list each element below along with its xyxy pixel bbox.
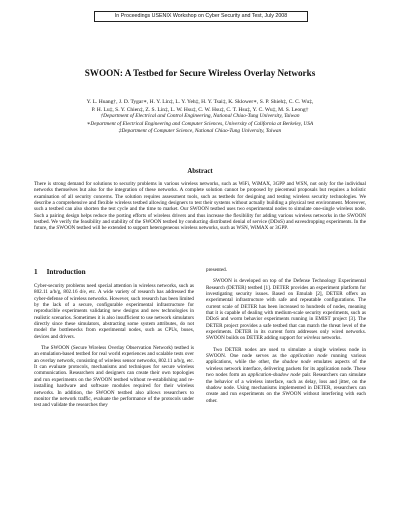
paragraph-4-term-node-pair: application-shadow node (247, 372, 301, 379)
paragraph-3-emphasis: wireless (303, 335, 321, 342)
intro-paragraph-3 (206, 278, 366, 341)
affiliation-1: †Department of Electrical and Control Engineering, National Chiao-Tung University, Taiwan (100, 113, 300, 119)
section-title: Introduction (46, 268, 86, 276)
proceedings-banner: In Proceedings USENIX Workshop on Cyber Security and Test, July 2008 (94, 11, 308, 22)
paragraph-4-term-shadow-node: shadow node (282, 359, 311, 366)
intro-paragraph-1: Cyber-security problems need special attention in wireless networks, such as 802.11 a/b/g, 802.16 d/e, etc. A wide variety of research has addressed the cyber-defense of wireless networks. However, such research has been limited by the lack of a secure, configurable experimental infrastructure for reproducible experiments validating new designs and new technologies in realistic scenarios. Sometimes it is also insufficient to use network simulators directly since these simulators, abstracting some system attributes, do not model the bottlenecks from experimental nodes, such as CPUs, buses, devices and drivers. (34, 283, 194, 340)
intro-paragraph-2: The SWOON (Secure Wireless Overlay Observation Network) testbed is an emulation-based testbed for real world experiences and scalable tests over an overlay network, consisting of wireless sensor networks, 802.11 a/b/g, etc. It can evaluate protocols, mechanisms and techniques for secure wireless communication. Researchers and designers can create their own topologies and run experiments on the SWOON testbed without re-establishing and re-installing hardware and software modules required for their wireless networks. In addition, the SWOON testbed also allows researchers to monitor the network traffic, evaluate the performance of the protocols under test and validate the researches they (34, 345, 194, 409)
paragraph-4-part-c: emulates aspects of the wireless network interface, delivering packets for its application node. These two nodes form an (206, 359, 366, 379)
authors-line-2: P. H. Lu‡, S. Y. Chien‡, Z. S. Lin‡, L. W. Hsu‡, C. W. Hsu‡, C. T. Hsu‡, Y. C. Wu‡, M. S. Leong† (91, 107, 309, 113)
affiliation-list (20, 113, 380, 136)
left-column (34, 283, 194, 414)
affiliation-3: ‡Department of Computer Science, National Chiao-Tung University, Taiwan (118, 128, 282, 135)
paper-title: SWOON: A Testbed for Secure Wireless Overlay Networks (84, 68, 316, 78)
right-column (206, 267, 366, 409)
affiliation-2: ∗Department of Electrical Engineering and Computer Sciences, University of California at Berkeley, USA (86, 120, 314, 127)
section-heading (34, 268, 86, 276)
paragraph-4-part-b: running various applications, while the other, the (206, 353, 366, 366)
section-number: 1 (34, 268, 38, 276)
paragraph-3-text: SWOON is developed on top of the Defense Technology Experimental Research (DETER) testbed [1]. DETER provides an experiment platform for investigating security issues. Based on Emulab [2], DETER offers an experimental infrastructure with safe and repeatable configurations. The current scale of DETER has been increased to hundreds of nodes, meaning that it is capable of dealing with medium-scale security experiments, such as DDoS and worm behavior experiments running in EMIST project [3]. The DETER project provides a safe testbed that can match the threat level of the experiments. DETER in its current form addresses only wired networks. SWOON builds on DETER adding support for (206, 278, 366, 342)
abstract-heading: Abstract (187, 168, 213, 175)
paragraph-3-end: networks. (321, 335, 342, 342)
intro-paragraph-4 (206, 347, 366, 404)
paragraph-4-part-a: Two DETER nodes are used to simulate a single wireless node in SWOON. One node serves as the (206, 346, 366, 360)
paragraph-4-term-application-node: application node (290, 353, 328, 360)
paragraph-4-part-d: pair. Researchers can simulate the behavior of a wireless interface, such as delay, loss and jitter, on the shadow node. Using mechanisms implemented in DETER, researchers can create and run experiments on the SWOON without interfering with each other. (206, 372, 366, 404)
abstract-text: There is strong demand for solutions to security problems in various wireless networks, such as WiFi, WiMAX, 3GPP and WSN, not only for the individual networks themselves but also for the integration of these networks. A complete solution cannot be proposed by piecemeal proposals but requires a holistic examination of all security concerns. The solution requires assessment tools, such as testbeds for designing and testing wireless security technologies. We describe a comprehensive and flexible wireless testbed allowing designers to test their systems without actually building a physical test environment. Moreover, such a testbed can also shorten the test cycle and the time to market. Our SWOON testbed uses two experimental nodes to simulate one-single wireless node. Such a pairing design helps reduce the porting efforts of wireless drivers and thus increase the flexibility for adding various wireless networks in the SWOON testbed. We verify the feasibility and stability of the SWOON testbed by conducting distributed denial of service (DDoS) and eavesdropping experiments. In the future, the SWOON testbed will be extended to support heterogeneous wireless networks, such as WSN, WiMAX or 3GPP. (34, 181, 366, 232)
author-list (40, 98, 360, 114)
authors-line-1: Y. L. Huang†, J. D. Tygar∗, H. Y. Lin‡, L. Y. Yeh‡, H. Y. Tsai‡, K. Sklower∗, S. P. Shieh‡, C. C. Wu‡, (86, 99, 314, 105)
intro-continuation: presented. (206, 267, 227, 273)
